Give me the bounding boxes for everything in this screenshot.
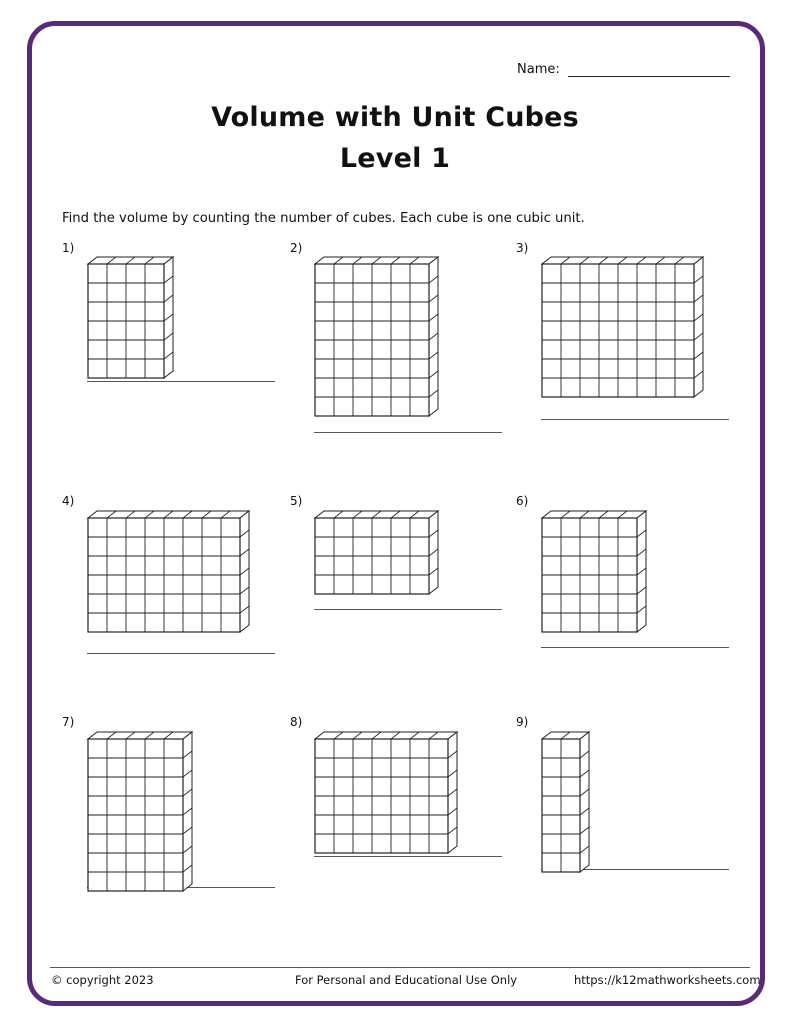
cube-prism-1 — [88, 257, 173, 378]
cube-prism-3 — [542, 257, 703, 397]
cube-prism-9 — [542, 732, 589, 872]
footer-url: https://k12mathworksheets.com — [574, 973, 761, 987]
problem-label-6: 6) — [516, 494, 529, 508]
worksheet-title: Volume with Unit Cubes — [211, 102, 579, 133]
cube-prism-2 — [315, 257, 438, 416]
cube-prism-5 — [315, 511, 438, 594]
problem-label-9: 9) — [516, 715, 529, 729]
problem-label-3: 3) — [516, 241, 529, 255]
problem-label-5: 5) — [290, 494, 303, 508]
problem-label-1: 1) — [62, 241, 75, 255]
problem-label-2: 2) — [290, 241, 303, 255]
problem-label-4: 4) — [62, 494, 75, 508]
cube-prism-7 — [88, 732, 192, 891]
cube-prism-8 — [315, 732, 457, 853]
worksheet-level: Level 1 — [339, 143, 451, 174]
footer-usage: For Personal and Educational Use Only — [295, 973, 518, 987]
name-label: Name: — [517, 62, 560, 77]
cube-prism-4 — [88, 511, 249, 632]
footer-copyright: © copyright 2023 — [51, 973, 154, 987]
instructions: Find the volume by counting the number of cubes. Each cube is one cubic unit. — [62, 211, 585, 226]
cube-prism-6 — [542, 511, 646, 632]
problem-label-7: 7) — [62, 715, 75, 729]
footer-divider — [50, 967, 750, 968]
problem-label-8: 8) — [290, 715, 303, 729]
